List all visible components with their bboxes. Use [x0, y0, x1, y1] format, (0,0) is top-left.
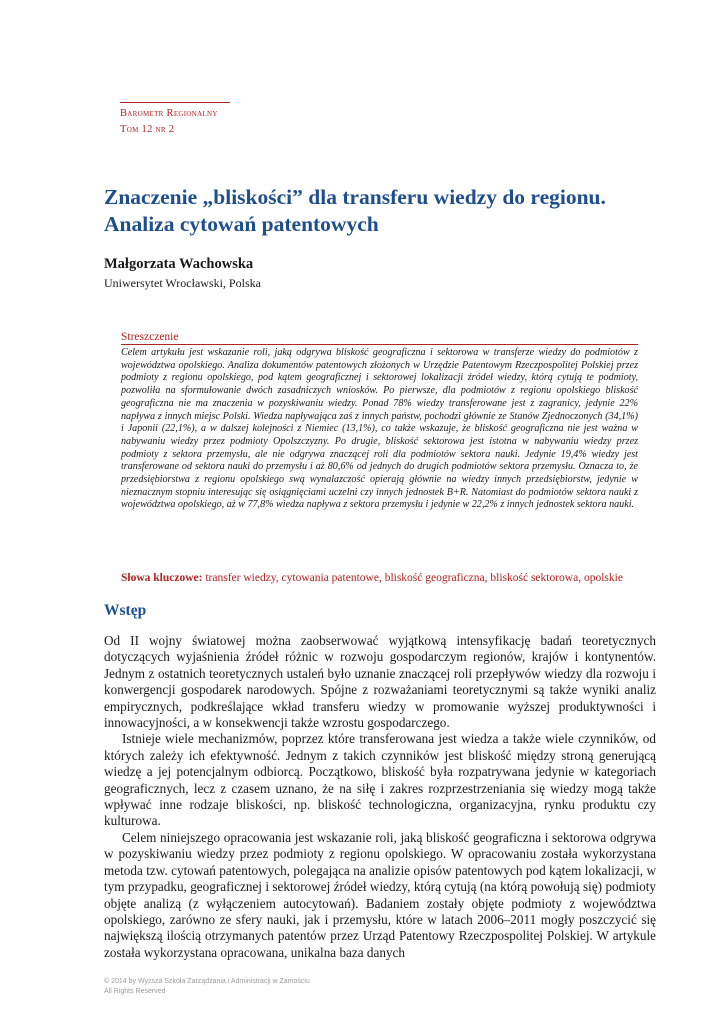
abstract: [121, 331, 638, 512]
journal-volume: Tom 12 nr 2: [120, 124, 175, 135]
footer: [104, 977, 310, 997]
keywords-label: Słowa kluczowe:: [121, 572, 203, 584]
keywords: [121, 572, 661, 584]
abstract-text: Celem artykułu jest wskazanie roli, jaką odgrywa bliskość geograficzna i sektorowa w transferze wiedzy do podmiotów z województwa opolskiego. Analiza dokumentów patentowych złożonych w Urzędzie Patentowym Rzeczpospolitej Polskiej przez podmioty z regionu opolskiego, pod kątem geograficznej i sektorowej lokalizacji źródeł wiedzy, którą cytują te podmioty, pozwoliła na sformułowanie dwóch zasadniczych wniosków. Po pierwsze, dla podmiotów z regionu opolskiego bliskość geograficzna nie ma znaczenia w pozyskiwaniu wiedzy. Ponad 78% wiedzy transferowane jest z zagranicy, jedynie 22% napływa z innych miejsc Polski. Wiedza napływająca zaś z innych państw, pochodzi głównie ze Stanów Zjednoczonych (34,1%) i Japonii (22,1%), a w dalszej kolejności z Niemiec (13,1%), co także wskazuje, że bliskość geograficzna nie jest ważna w nabywaniu wiedzy przez podmioty Opolszczyzny. Po drugie, bliskość sektorowa jest istotna w nabywaniu wiedzy przez podmioty z sektora przemysłu, ale nie odgrywa znaczącej roli dla podmiotów sektora nauki. Jedynie 19,4% wiedzy jest transferowane od sektora nauki do przemysłu i aż 80,6% od jednych do drugich podmiotów sektora przemysłu. Oznacza to, że przedsiębiorstwa z regionu opolskiego swą wynalazczość opierają głównie na wiedzy innych przedsiębiorstw, jedynie w nieznacznym stopniu interesując się osiągnięciami uczelni czy innych jednostek B+R. Natomiast do podmiotów sektora nauki z województwa opolskiego, aż w 77,8% wiedza napływa z sektora przemysłu i jedynie w 22,2% z innych jednostek sektora nauki.: [121, 347, 638, 511]
article-title: [104, 184, 684, 238]
journal-rule: [120, 102, 230, 103]
author-name: Małgorzata Wachowska: [104, 256, 254, 272]
body-text: [104, 633, 656, 961]
section-heading: Wstęp: [104, 602, 147, 619]
author-affiliation: Uniwersytet Wrocławski, Polska: [104, 276, 261, 290]
abstract-heading: Streszczenie: [121, 331, 638, 345]
title-line-1: Znaczenie „bliskości” dla transferu wiedzy do regionu.: [104, 185, 606, 209]
journal-header: [120, 102, 230, 138]
paragraph: Istnieje wiele mechanizmów, poprzez które transferowana jest wiedza a także wiele czynników, od których zależy ich efektywność. Jednym z takich czynników jest bliskość między stroną generującą wiedzę a jej potencjalnym odbiorcą. Początkowo, bliskość była rozpatrywana jedynie w kategoriach geograficznych, lecz z czasem uznano, że na siłę i zakres rozprzestrzeniania się wiedzy mogą także wpływać inne rodzaje bliskości, np. bliskość technologiczna, organizacyjna, rynku produktu czy kulturowa.: [104, 731, 656, 829]
footer-rights: All Rights Reserved: [104, 988, 166, 995]
keywords-list: transfer wiedzy, cytowania patentowe, bliskość geograficzna, bliskość sektorowa, opolskie: [205, 572, 623, 584]
footer-copyright: © 2014 by Wyższa Szkoła Zarządzania i Administracji w Zamościu: [104, 978, 310, 985]
title-line-2: Analiza cytowań patentowych: [104, 212, 379, 236]
journal-name: Barometr Regionalny: [120, 108, 218, 119]
paragraph: Od II wojny światowej można zaobserwować wyjątkową intensyfikację badań teoretycznych dotyczących wyjaśnienia źródeł różnic w rozwoju gospodarczym regionów, krajów i kontynentów. Jednym z ostatnich teoretycznych ustaleń było uznanie znaczącej roli przepływów wiedzy dla rozwoju i konwergencji gospodarek narodowych. Spójne z rozważaniami teoretycznymi są także wyniki analiz empirycznych, podkreślające wkład transferu wiedzy w promowanie wyższej produktywności i innowacyjności, a w konsekwencji także wzrostu gospodarczego.: [104, 633, 656, 731]
paragraph: Celem niniejszego opracowania jest wskazanie roli, jaką bliskość geograficzna i sektorowa odgrywa w pozyskiwaniu wiedzy przez podmioty z regionu opolskiego. W opracowaniu została wykorzystana metoda tzw. cytowań patentowych, polegająca na analizie opisów patentowych pod kątem lokalizacji, w tym przypadku, geograficznej i sektorowej źródeł wiedzy, którą cytują (na którą powołują się) podmioty objęte analizą (z wyłączeniem autocytowań). Badaniem zostały objęte podmioty z województwa opolskiego, zarówno ze sfery nauki, jak i przemysłu, które w latach 2006–2011 mogły poszczycić się największą ilością otrzymanych patentów przez Urząd Patentowy Rzeczpospolitej Polskiej. W artykule została wykorzystana opracowana, unikalna baza danych: [104, 829, 656, 960]
